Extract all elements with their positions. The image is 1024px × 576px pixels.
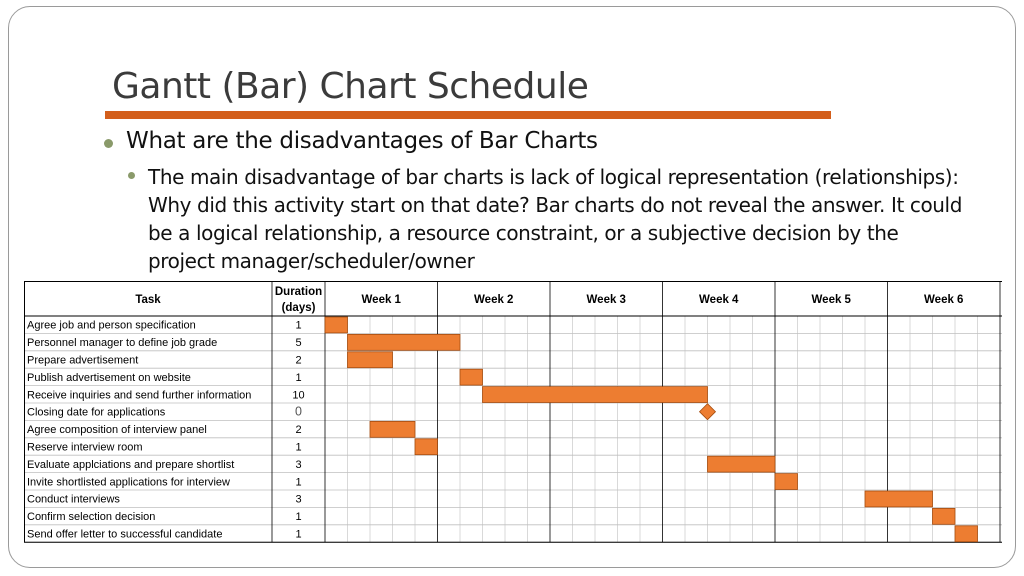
task-duration: 1 xyxy=(295,476,302,489)
task-name: Agree job and person specification xyxy=(27,319,196,332)
task-name: Send offer letter to successful candidate xyxy=(27,528,223,541)
task-name: Publish advertisement on website xyxy=(27,371,191,384)
task-duration: 3 xyxy=(295,493,302,506)
header-task: Task xyxy=(135,294,161,306)
bullet-level-1-text: What are the disadvantages of Bar Charts xyxy=(126,128,598,154)
task-duration: 1 xyxy=(295,511,302,524)
task-name: Evaluate applciations and prepare shortlist xyxy=(27,458,235,471)
header-week: Week 1 xyxy=(361,294,401,306)
gantt-bar xyxy=(415,439,438,455)
gantt-svg xyxy=(24,281,1002,543)
task-name: Conduct interviews xyxy=(27,493,120,506)
task-duration: 10 xyxy=(292,389,305,402)
task-name: Prepare advertisement xyxy=(27,354,139,367)
task-duration: 0 xyxy=(295,404,302,419)
gantt-chart xyxy=(24,281,1002,543)
task-duration: 3 xyxy=(295,458,302,471)
task-name: Agree composition of interview panel xyxy=(27,424,207,437)
header-week: Week 6 xyxy=(924,294,964,306)
task-name: Receive inquiries and send further information xyxy=(27,389,252,402)
gantt-bar xyxy=(483,387,708,403)
gantt-bar xyxy=(370,421,415,437)
task-duration: 2 xyxy=(295,354,302,367)
task-duration: 5 xyxy=(295,337,302,350)
title-underline xyxy=(105,111,831,119)
task-name: Reserve interview room xyxy=(27,441,143,454)
task-name: Personnel manager to define job grade xyxy=(27,337,218,350)
header-week: Week 3 xyxy=(586,294,626,306)
header-duration: Duration xyxy=(274,286,323,298)
task-name: Confirm selection decision xyxy=(27,511,156,524)
gantt-bar xyxy=(775,474,798,490)
gantt-bar xyxy=(348,334,461,350)
task-duration: 1 xyxy=(295,319,302,332)
task-duration: 1 xyxy=(295,528,302,541)
slide-title: Gantt (Bar) Chart Schedule xyxy=(112,66,589,107)
header-week: Week 4 xyxy=(699,294,739,306)
gantt-bar xyxy=(933,508,956,524)
gantt-bar xyxy=(325,317,348,333)
gantt-bar xyxy=(348,352,393,368)
gantt-bar xyxy=(708,456,776,472)
bullet-dot-icon xyxy=(128,172,135,179)
gantt-bar xyxy=(865,491,933,507)
gantt-bar xyxy=(460,369,483,385)
task-duration: 2 xyxy=(295,424,302,437)
task-duration: 1 xyxy=(295,371,302,384)
header-week: Week 5 xyxy=(811,294,851,306)
gantt-bar xyxy=(955,526,978,542)
task-duration: 1 xyxy=(295,441,302,454)
task-name: Invite shortlisted applications for interview xyxy=(27,476,230,489)
bullet-dot-icon xyxy=(104,139,113,148)
bullet-level-2-text: The main disadvantage of bar charts is lack of logical representation (relationships): Why did this activity start on that date? Bar charts do not reveal the answer. It could be a logical relationship, a resource constraint, or a subjective decision by the project manager/scheduler/owner xyxy=(148,165,963,273)
header-week: Week 2 xyxy=(474,294,514,306)
header-duration-unit: (days) xyxy=(281,302,316,314)
task-name: Closing date for applications xyxy=(27,406,166,419)
